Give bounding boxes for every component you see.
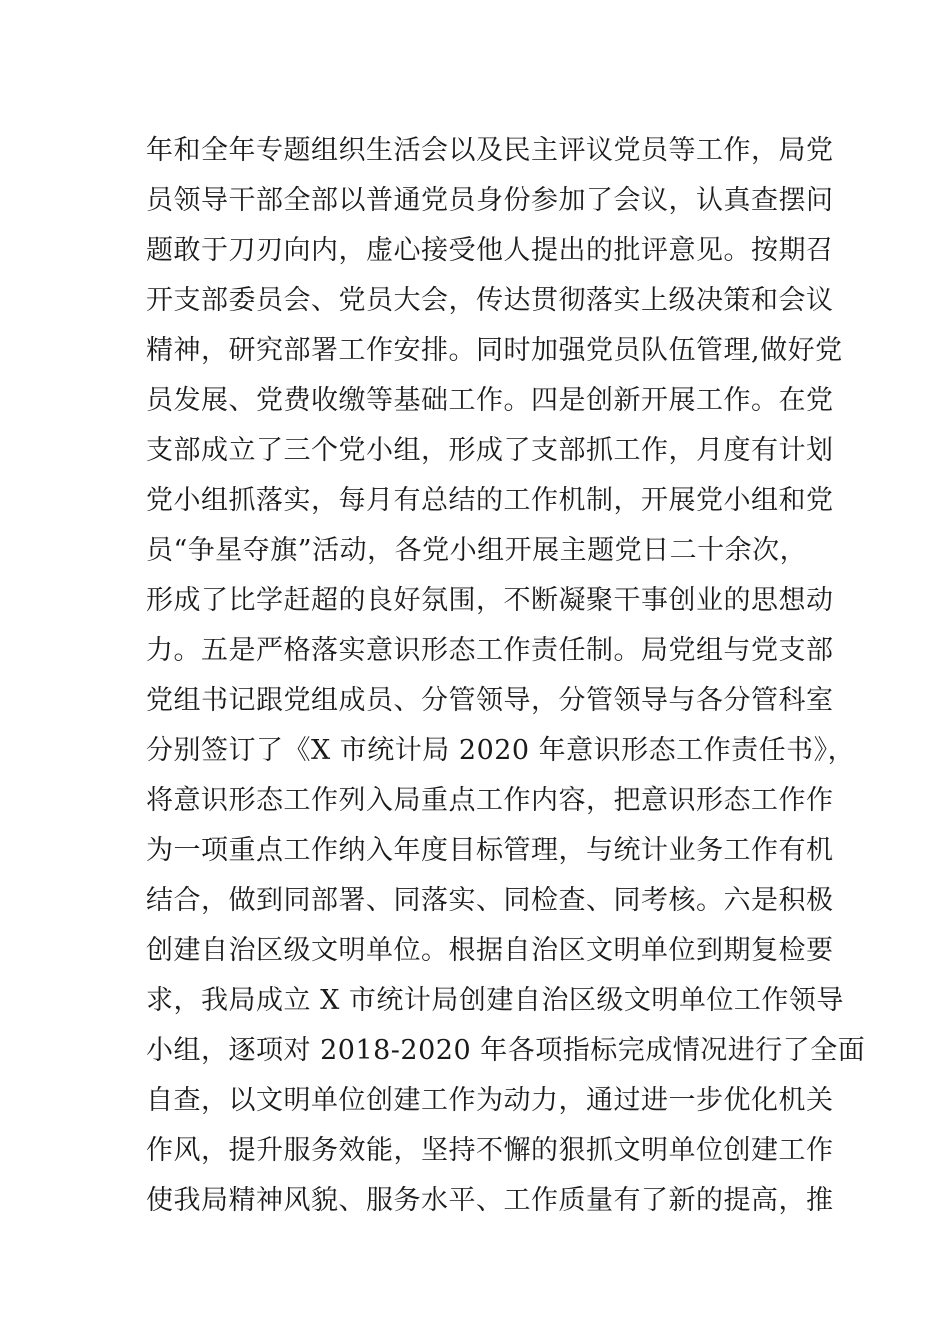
- text-line: 年和全年专题组织生活会以及民主评议党员等工作，局党: [146, 135, 834, 166]
- text-line: 员发展、党费收缴等基础工作。四是创新开展工作。在党: [146, 385, 834, 416]
- text-line: 自查，以文明单位创建工作为动力，通过进一步优化机关: [146, 1085, 834, 1116]
- text-line: 作风，提升服务效能，坚持不懈的狠抓文明单位创建工作: [146, 1135, 834, 1166]
- text-line: 党组书记跟党组成员、分管领导，分管领导与各分管科室: [146, 685, 834, 716]
- text-line: 党小组抓落实，每月有总结的工作机制，开展党小组和党: [146, 485, 834, 516]
- text-line: 力。五是严格落实意识形态工作责任制。局党组与党支部: [146, 635, 834, 666]
- text-line: 支部成立了三个党小组，形成了支部抓工作，月度有计划: [146, 435, 834, 466]
- text-line: 开支部委员会、党员大会，传达贯彻落实上级决策和会议: [146, 285, 834, 316]
- text-line: 小组，逐项对 2018-2020 年各项指标完成情况进行了全面: [146, 1035, 866, 1066]
- text-line: 将意识形态工作列入局重点工作内容，把意识形态工作作: [146, 785, 834, 816]
- text-line: 结合，做到同部署、同落实、同检查、同考核。六是积极: [146, 885, 834, 916]
- text-line: 创建自治区级文明单位。根据自治区文明单位到期复检要: [146, 935, 834, 966]
- text-line: 求，我局成立 X 市统计局创建自治区级文明单位工作领导: [146, 985, 844, 1016]
- text-line: 使我局精神风貌、服务水平、工作质量有了新的提高，推: [146, 1185, 834, 1216]
- text-line: 分别签订了《X 市统计局 2020 年意识形态工作责任书》，: [146, 735, 856, 766]
- text-line: 员“争星夺旗”活动，各党小组开展主题党日二十余次，: [146, 535, 808, 566]
- body-paragraph: [146, 126, 866, 1226]
- text-line: 为一项重点工作纳入年度目标管理，与统计业务工作有机: [146, 835, 834, 866]
- text-line: 员领导干部全部以普通党员身份参加了会议，认真查摆问: [146, 185, 834, 216]
- text-line: 精神，研究部署工作安排。同时加强党员队伍管理,做好党: [146, 335, 843, 366]
- text-line: 题敢于刀刃向内，虚心接受他人提出的批评意见。按期召: [146, 235, 834, 266]
- text-line: 形成了比学赶超的良好氛围，不断凝聚干事创业的思想动: [146, 585, 834, 616]
